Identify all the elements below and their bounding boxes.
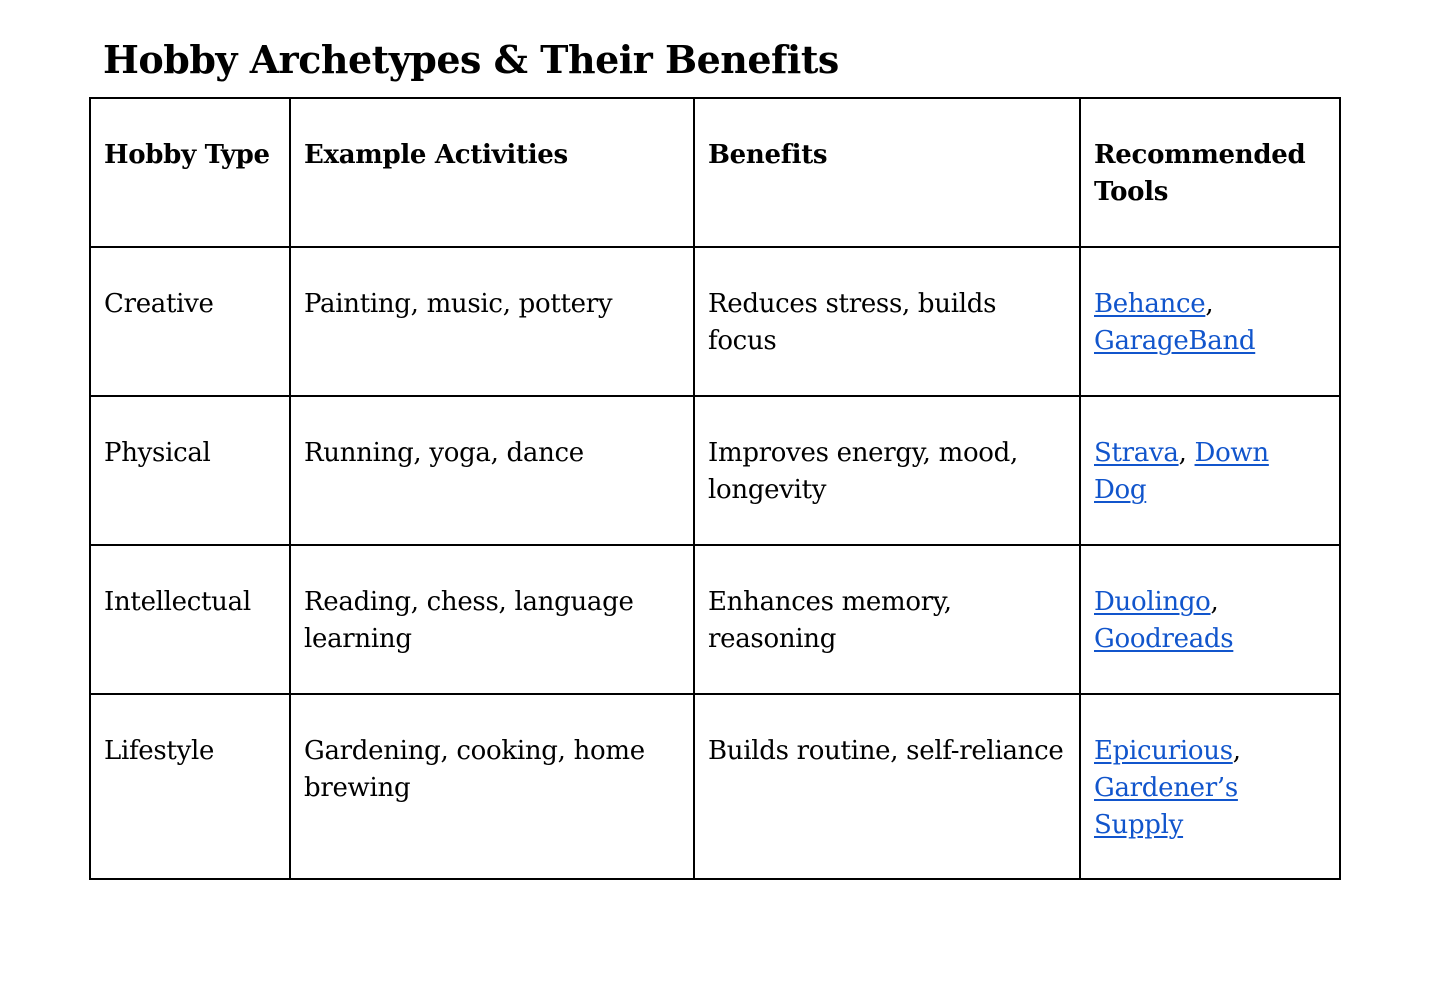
tool-link-goodreads[interactable]: Goodreads (1094, 624, 1234, 654)
tool-link-behance[interactable]: Behance (1094, 289, 1206, 319)
tool-separator: , (1178, 438, 1187, 468)
cell-tools (1080, 545, 1340, 694)
cell-hobby-type: Creative (90, 247, 290, 396)
cell-hobby-type: Physical (90, 396, 290, 545)
header-benefits: Benefits (694, 98, 1080, 247)
tool-separator: , (1232, 736, 1241, 766)
tool-link-strava[interactable]: Strava (1094, 438, 1179, 468)
cell-benefits: Reduces stress, builds focus (694, 247, 1080, 396)
cell-activities: Painting, music, pottery (290, 247, 694, 396)
cell-activities: Reading, chess, language learning (290, 545, 694, 694)
tool-separator: , (1210, 587, 1219, 617)
table-header-row (90, 98, 1340, 247)
page-title: Hobby Archetypes & Their Benefits (103, 37, 839, 82)
tool-link-gardeners-supply[interactable]: Gardener’s Supply (1094, 773, 1238, 840)
cell-hobby-type: Intellectual (90, 545, 290, 694)
cell-tools (1080, 694, 1340, 879)
tool-link-duolingo[interactable]: Duolingo (1094, 587, 1211, 617)
cell-tools (1080, 396, 1340, 545)
cell-activities: Running, yoga, dance (290, 396, 694, 545)
cell-tools (1080, 247, 1340, 396)
table-row (90, 694, 1340, 879)
tool-link-epicurious[interactable]: Epicurious (1094, 736, 1233, 766)
header-example-activities: Example Activities (290, 98, 694, 247)
table-row (90, 545, 1340, 694)
table-row (90, 396, 1340, 545)
cell-activities: Gardening, cooking, home brewing (290, 694, 694, 879)
cell-benefits: Improves energy, mood, longevity (694, 396, 1080, 545)
cell-hobby-type: Lifestyle (90, 694, 290, 879)
tool-link-garageband[interactable]: GarageBand (1094, 326, 1256, 356)
header-recommended-tools: Recommended Tools (1080, 98, 1340, 247)
header-hobby-type: Hobby Type (90, 98, 290, 247)
tool-link-down-dog[interactable]: Down Dog (1094, 438, 1269, 505)
hobby-table (89, 97, 1341, 880)
cell-benefits: Enhances memory, reasoning (694, 545, 1080, 694)
table-row (90, 247, 1340, 396)
cell-benefits: Builds routine, self-reliance (694, 694, 1080, 879)
tool-separator: , (1205, 289, 1214, 319)
